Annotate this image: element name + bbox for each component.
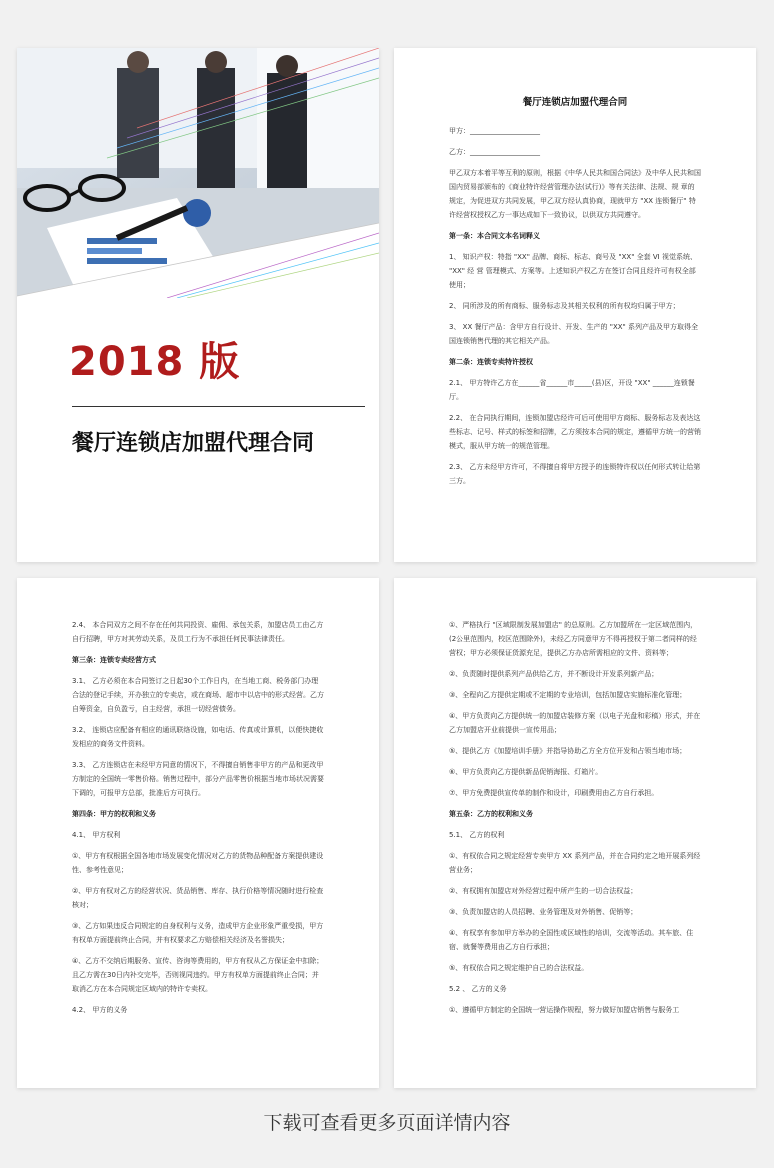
paragraph: ⑥、甲方负责向乙方提供新品促销海报、灯箱片。 bbox=[449, 768, 603, 776]
paragraph: 5.2 、 乙方的义务 bbox=[449, 985, 507, 993]
contract-page-2 bbox=[394, 48, 756, 562]
cover-divider bbox=[72, 406, 365, 407]
page-4-text bbox=[449, 618, 701, 1024]
paragraph: 3.3、 乙方连锁店在未经甲方同意的情况下，不得擅自销售非甲方的产品和更改甲方制定的全国统一零售价格。销售过程中，部分产品零售价根据当地市场状况需要下调的，可报甲方总部，批准后方可执行。 bbox=[72, 761, 324, 797]
paragraph: 2.3、 乙方未经甲方许可，不得擅自将甲方授予的连锁特许权以任何形式转让给第三方。 bbox=[449, 463, 701, 485]
paragraph: 3.2、 连锁店应配备有相应的通讯联络设施，如电话、传真或计算机，以便快捷收发相应的商务文件资料。 bbox=[72, 726, 324, 748]
paragraph: 4.2、 甲方的义务 bbox=[72, 1006, 128, 1014]
paragraph: ①、有权依合同之规定经营专卖甲方 XX 系列产品，并在合同约定之地开展系列经营业务； bbox=[449, 852, 701, 874]
cover-page bbox=[17, 48, 379, 562]
paragraph: 2.4、 本合同双方之间不存在任何共同投资、雇佣、承包关系，加盟店员工由乙方自行招聘，甲方对其劳动关系，及员工行为不承担任何民事法律责任。 bbox=[72, 621, 324, 643]
paragraph: ⑤、提供乙方《加盟培训手册》并指导协助乙方全方位开发和占领当地市场； bbox=[449, 747, 687, 755]
paragraph: ①、遵循甲方制定的全国统一营运操作规程，努力做好加盟店销售与服务工 bbox=[449, 1006, 680, 1014]
section-heading: 第五条：乙方的权利和义务 bbox=[449, 810, 533, 818]
download-more-footer[interactable]: 下载可查看更多页面详情内容 bbox=[263, 1112, 511, 1134]
paragraph: 2.1、 甲方特许乙方在______省______市_____(县)区，开设 "XX" ______连锁餐厅。 bbox=[449, 379, 695, 401]
paragraph: ②、甲方有权对乙方的经营状况、货品销售、库存、执行价格等情况随时进行检查核对； bbox=[72, 887, 324, 909]
paragraph: 甲乙双方本着平等互利的原则，根据《中华人民共和国合同法》及中华人民共和国国内贸易部颁布的《商业特许经营管理办法(试行)》等有关法律、法规、规 章的规定，为促进双方共同发展，甲乙双方经认真协商，现就甲方 "XX 连锁餐厅" 特许经营权授权乙方一事达成如下一致协议，以供双方共同遵守。 bbox=[449, 169, 701, 219]
paragraph: 1、 知识产权：特指 "XX" 品牌、商标、标志、商号及 "XX" 全套 VI 视觉系统、 "XX" 经 营 管理模式、方案等。上述知识产权乙方在签订合同且经许可有权全部使用； bbox=[449, 253, 697, 289]
paragraph: ⑤、有权依合同之规定维护自己的合法权益。 bbox=[449, 964, 589, 972]
section-heading: 第三条：连锁专卖经营方式 bbox=[72, 656, 156, 664]
cover-business-photo bbox=[17, 48, 379, 298]
section-heading: 第二条：连锁专卖特许授权 bbox=[449, 358, 533, 366]
page-2-text bbox=[449, 96, 701, 495]
paragraph: 乙方：____________________ bbox=[449, 148, 540, 156]
paragraph: ②、有权拥有加盟店对外经营过程中所产生的一切合法权益； bbox=[449, 887, 638, 895]
paragraph: ②、负责随时提供系列产品供给乙方，并不断设计开发系列新产品； bbox=[449, 670, 659, 678]
paragraph: ④、有权享有参加甲方举办的全国性或区域性的培训，交流等活动。其车旅、住宿、就餐等费用由乙方自行承担； bbox=[449, 929, 694, 951]
paragraph: 3.1、 乙方必须在本合同签订之日起30个工作日内，在当地工商、税务部门办理合法的登记手续，开办独立的专卖店，或在商场、超市中以店中的形式经营。乙方自筹资金，自负盈亏，自主经营，承担一切经营债务。 bbox=[72, 677, 324, 713]
paragraph: ③、负责加盟店的人员招聘、业务管理及对外销售、促销等； bbox=[449, 908, 638, 916]
paragraph: ④、甲方负责向乙方提供统一的加盟店装修方案（以电子光盘和彩稿）形式，并在乙方加盟店开业前提供一宣传用品； bbox=[449, 712, 701, 734]
page-3-text bbox=[72, 618, 324, 1024]
paragraph: 2、 同所涉及的所有商标、服务标志及其相关权利的所有权均归属于甲方； bbox=[449, 302, 680, 310]
paragraph: ④、乙方不交纳后期服务、宣传、咨询等费用的，甲方有权从乙方保证金中扣除；且乙方需在30日内补交完毕，否则视同违约。甲方有权单方面提前终止合同；并取消乙方在本合同规定区域内的特许专卖权。 bbox=[72, 957, 324, 993]
paragraph: 甲方：____________________ bbox=[449, 127, 540, 135]
paragraph: ①、严格执行 "区域限制发展加盟店" 的总原则。乙方加盟所在一定区域范围内，(2公里范围内，校区范围除外)，未经乙方同意甲方不得再授权于第二者同样的经营权；甲方必须保证货源充足，提供乙方办店所需相应的文件、资料等； bbox=[449, 621, 698, 657]
paragraph: ①、甲方有权根据全国各地市场发展变化情况对乙方的货物品种配备方案提供建设性、参考性意见； bbox=[72, 852, 324, 874]
section-heading: 第一条：本合同文本名词释义 bbox=[449, 232, 540, 240]
cover-title: 餐厅连锁店加盟代理合同 bbox=[72, 431, 315, 456]
paragraph: 2.2、 在合同执行期间，连锁加盟店经许可后可使用甲方商标、服务标志及表达这些标志、记号、样式的标签和招牌，乙方须按本合同的规定，遵循甲方统一的营销模式，服从甲方统一的规范管理。 bbox=[449, 414, 701, 450]
cover-year: 2018 版 bbox=[69, 339, 241, 385]
paragraph: 3、 XX 餐厅产品：含甲方自行设计、开发、生产的 "XX" 系列产品及甲方取得全国连锁销售代理的其它相关产品。 bbox=[449, 323, 698, 345]
paragraph: ③、全程向乙方提供定期或不定期的专业培训，包括加盟店实施标准化管理； bbox=[449, 691, 687, 699]
paragraph: 4.1、 甲方权利 bbox=[72, 831, 121, 839]
paragraph: 5.1、 乙方的权利 bbox=[449, 831, 505, 839]
contract-page-3 bbox=[17, 578, 379, 1088]
paragraph: ⑦、甲方免费提供宣传单的制作和设计，印刷费用由乙方自行承担。 bbox=[449, 789, 659, 797]
section-heading: 第四条：甲方的权利和义务 bbox=[72, 810, 156, 818]
contract-page-4 bbox=[394, 578, 756, 1088]
document-title: 餐厅连锁店加盟代理合同 bbox=[522, 97, 628, 108]
paragraph: ③、乙方如果违反合同规定的自身权利与义务，造成甲方企业形象严重受损，甲方有权单方面提前终止合同，并有权要求乙方赔偿相关经济及名誉损失； bbox=[72, 922, 324, 944]
